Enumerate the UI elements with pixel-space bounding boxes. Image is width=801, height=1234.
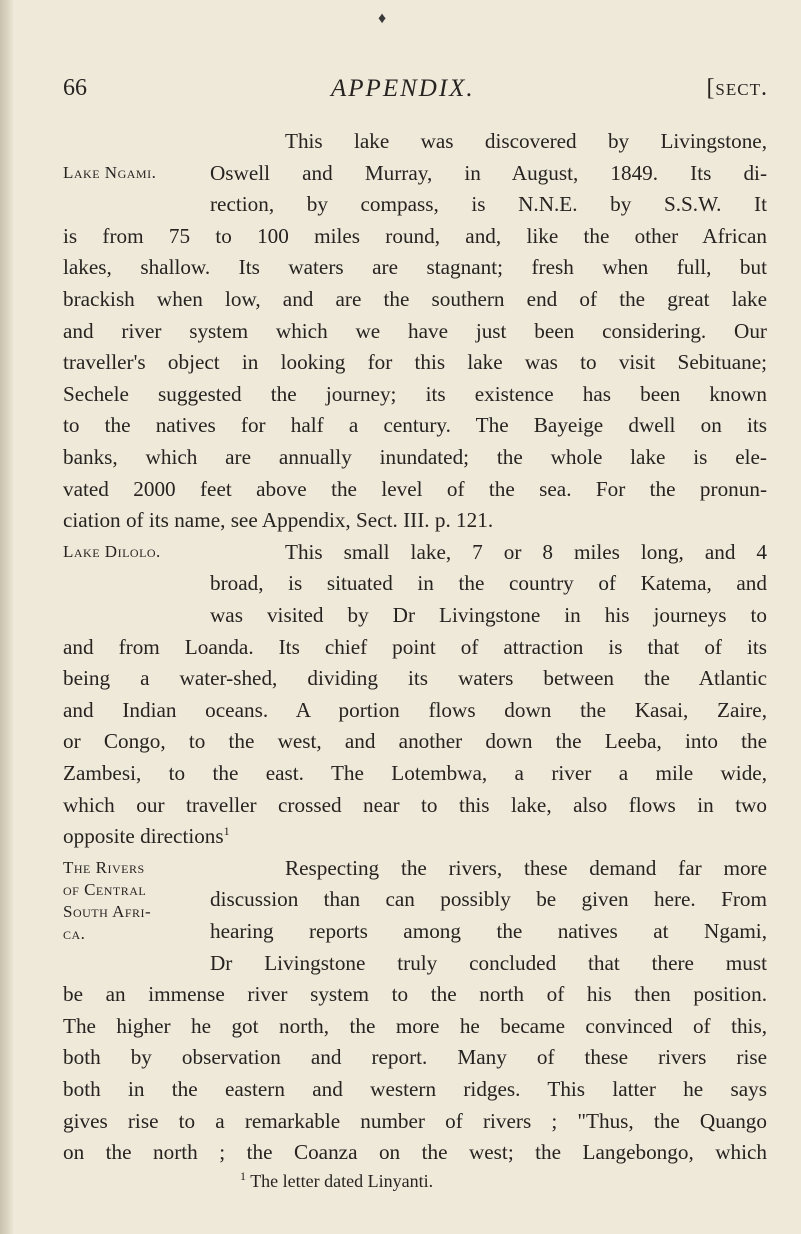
text-line: This lake was discovered by Livingstone, bbox=[285, 129, 767, 153]
page-edge-shadow bbox=[0, 0, 14, 1234]
text-line: discussion than can possibly be given here. From bbox=[210, 887, 767, 911]
text-line-content: opposite directions bbox=[63, 824, 224, 848]
text-line: Sechele suggested the journey; its existence has been known bbox=[63, 382, 767, 406]
running-header bbox=[63, 75, 768, 107]
text-line: was visited by Dr Livingstone in his journeys to bbox=[210, 603, 767, 627]
section-label: [sect. bbox=[706, 75, 768, 101]
text-line: being a water-shed, dividing its waters between the Atlantic bbox=[63, 666, 767, 690]
text-line: is from 75 to 100 miles round, and, like the other African bbox=[63, 224, 767, 248]
text-line: Oswell and Murray, in August, 1849. Its di- bbox=[210, 161, 767, 185]
text-line: hearing reports among the natives at Ngami, bbox=[210, 919, 767, 943]
text-line: Dr Livingstone truly concluded that there must bbox=[210, 951, 767, 975]
text-line: both by observation and report. Many of these rivers rise bbox=[63, 1045, 767, 1069]
text-line: banks, which are annually inundated; the whole lake is ele- bbox=[63, 445, 767, 469]
sidenote-rivers-2: of Central bbox=[63, 880, 147, 899]
page-number: 66 bbox=[63, 75, 87, 101]
text-line bbox=[63, 821, 230, 851]
text-line: The higher he got north, the more he became convinced of this, bbox=[63, 1014, 767, 1038]
text-line: or Congo, to the west, and another down the Leeba, into the bbox=[63, 729, 767, 753]
text-line: broad, is situated in the country of Katema, and bbox=[210, 571, 767, 595]
running-title: APPENDIX. bbox=[331, 75, 475, 102]
text-line: be an immense river system to the north of his then position. bbox=[63, 982, 767, 1006]
text-line: brackish when low, and are the southern end of the great lake bbox=[63, 287, 767, 311]
text-line: gives rise to a remarkable number of rivers ; "Thus, the Quango bbox=[63, 1109, 767, 1133]
text-line: lakes, shallow. Its waters are stagnant; fresh when full, but bbox=[63, 255, 767, 279]
sidenote-lake-ngami: Lake Ngami. bbox=[63, 163, 157, 182]
footnote-marker: 1 bbox=[223, 823, 230, 838]
text-line: both in the eastern and western ridges. This latter he says bbox=[63, 1077, 767, 1101]
footnote-number: 1 bbox=[240, 1169, 246, 1183]
text-line: This small lake, 7 or 8 miles long, and 4 bbox=[285, 540, 767, 564]
text-line: and from Loanda. Its chief point of attraction is that of its bbox=[63, 635, 767, 659]
text-line: on the north ; the Coanza on the west; the Langebongo, which bbox=[63, 1140, 767, 1164]
sidenote-lake-dilolo: Lake Dilolo. bbox=[63, 542, 161, 561]
text-line: and river system which we have just been considering. Our bbox=[63, 319, 767, 343]
printer-mark: ♦ bbox=[378, 10, 387, 27]
sidenote-rivers-1: The Rivers bbox=[63, 858, 145, 877]
text-line: rection, by compass, is N.N.E. by S.S.W. It bbox=[210, 192, 767, 216]
text-line: vated 2000 feet above the level of the sea. For the pronun- bbox=[63, 477, 767, 501]
text-line: Zambesi, to the east. The Lotembwa, a river a mile wide, bbox=[63, 761, 767, 785]
text-line: and Indian oceans. A portion flows down the Kasai, Zaire, bbox=[63, 698, 767, 722]
text-line: Respecting the rivers, these demand far more bbox=[285, 856, 767, 880]
text-line: ciation of its name, see Appendix, Sect. III. p. 121. bbox=[63, 508, 494, 532]
sidenote-rivers-4: ca. bbox=[63, 924, 86, 943]
text-line: which our traveller crossed near to this lake, also flows in two bbox=[63, 793, 767, 817]
sidenote-rivers-3: South Afri- bbox=[63, 902, 152, 921]
text-line: traveller's object in looking for this lake was to visit Sebituane; bbox=[63, 350, 767, 374]
footnote-text: The letter dated Linyanti. bbox=[250, 1171, 434, 1191]
text-line: to the natives for half a century. The Bayeige dwell on its bbox=[63, 413, 767, 437]
footnote bbox=[240, 1171, 433, 1192]
